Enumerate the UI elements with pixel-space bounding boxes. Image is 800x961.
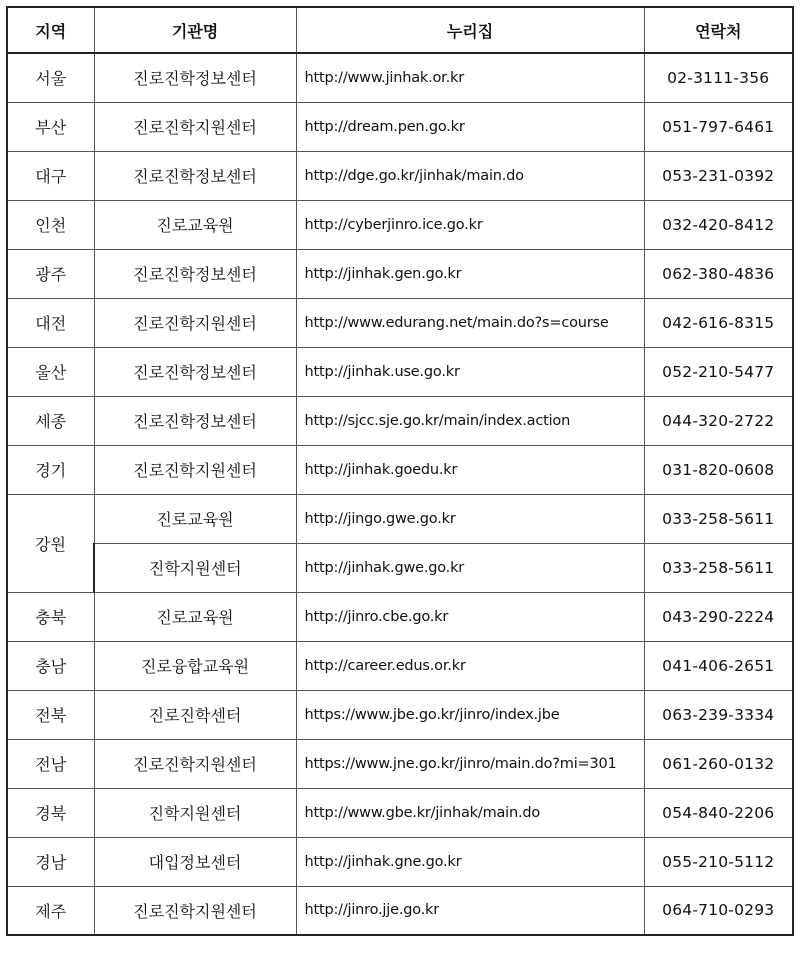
url-link[interactable]: http://www.edurang.net/main.do?s=course [296,298,644,347]
region-cell: 세종 [7,396,94,445]
phone-cell: 044-320-2722 [644,396,793,445]
region-cell: 충북 [7,592,94,641]
org-cell: 진로진학정보센터 [94,347,296,396]
org-cell: 진로교육원 [94,494,296,543]
org-cell: 진로진학지원센터 [94,298,296,347]
table-row [7,739,793,788]
table-row [7,788,793,837]
header-row [7,7,793,53]
url-link[interactable]: http://jinhak.gwe.go.kr [296,543,644,592]
org-cell: 진학지원센터 [94,788,296,837]
phone-cell: 054-840-2206 [644,788,793,837]
table-body [7,53,793,935]
org-cell: 진로진학센터 [94,690,296,739]
phone-cell: 051-797-6461 [644,102,793,151]
org-cell: 대입정보센터 [94,837,296,886]
org-cell: 진로교육원 [94,200,296,249]
url-link[interactable]: http://www.jinhak.or.kr [296,53,644,102]
url-link[interactable]: http://jinhak.goedu.kr [296,445,644,494]
table-row [7,592,793,641]
table-row [7,641,793,690]
url-link[interactable]: http://jinhak.gen.go.kr [296,249,644,298]
phone-cell: 02-3111-356 [644,53,793,102]
table-row [7,494,793,543]
url-link[interactable]: http://cyberjinro.ice.go.kr [296,200,644,249]
table-row [7,347,793,396]
table-row [7,445,793,494]
region-cell: 울산 [7,347,94,396]
region-cell: 부산 [7,102,94,151]
org-cell: 진로진학지원센터 [94,886,296,935]
region-cell: 전북 [7,690,94,739]
table-row [7,886,793,935]
phone-cell: 063-239-3334 [644,690,793,739]
phone-cell: 062-380-4836 [644,249,793,298]
phone-cell: 041-406-2651 [644,641,793,690]
phone-cell: 053-231-0392 [644,151,793,200]
org-cell: 진로융합교육원 [94,641,296,690]
url-link[interactable]: https://www.jbe.go.kr/jinro/index.jbe [296,690,644,739]
table-row [7,298,793,347]
phone-cell: 043-290-2224 [644,592,793,641]
table-header [7,7,793,53]
url-link[interactable]: http://sjcc.sje.go.kr/main/index.action [296,396,644,445]
header-region: 지역 [7,7,94,53]
org-cell: 진로진학지원센터 [94,739,296,788]
phone-cell: 042-616-8315 [644,298,793,347]
phone-cell: 052-210-5477 [644,347,793,396]
url-link[interactable]: http://dream.pen.go.kr [296,102,644,151]
phone-cell: 064-710-0293 [644,886,793,935]
table-row [7,53,793,102]
url-link[interactable]: http://jinhak.gne.go.kr [296,837,644,886]
org-cell: 진로진학정보센터 [94,249,296,298]
url-link[interactable]: https://www.jne.go.kr/jinro/main.do?mi=301 [296,739,644,788]
org-cell: 진로진학지원센터 [94,102,296,151]
url-link[interactable]: http://jingo.gwe.go.kr [296,494,644,543]
phone-cell: 031-820-0608 [644,445,793,494]
region-cell: 경기 [7,445,94,494]
url-link[interactable]: http://jinhak.use.go.kr [296,347,644,396]
phone-cell: 033-258-5611 [644,543,793,592]
phone-cell: 033-258-5611 [644,494,793,543]
region-cell: 서울 [7,53,94,102]
region-cell: 광주 [7,249,94,298]
career-centers-table [6,6,794,936]
org-cell: 진로교육원 [94,592,296,641]
header-url: 누리집 [296,7,644,53]
url-link[interactable]: http://jinro.cbe.go.kr [296,592,644,641]
region-cell: 인천 [7,200,94,249]
region-cell: 경남 [7,837,94,886]
region-cell: 전남 [7,739,94,788]
table-row [7,249,793,298]
table-row [7,102,793,151]
org-cell: 진로진학정보센터 [94,151,296,200]
region-cell: 대전 [7,298,94,347]
org-cell: 진로진학정보센터 [94,396,296,445]
region-cell: 충남 [7,641,94,690]
org-cell: 진학지원센터 [94,543,296,592]
region-cell: 경북 [7,788,94,837]
phone-cell: 061-260-0132 [644,739,793,788]
org-cell: 진로진학정보센터 [94,53,296,102]
header-phone: 연락처 [644,7,793,53]
table-row [7,200,793,249]
phone-cell: 032-420-8412 [644,200,793,249]
table-row [7,151,793,200]
region-cell: 대구 [7,151,94,200]
region-cell: 제주 [7,886,94,935]
table-row [7,543,793,592]
table-container [6,6,792,936]
url-link[interactable]: http://www.gbe.kr/jinhak/main.do [296,788,644,837]
header-org: 기관명 [94,7,296,53]
table-row [7,396,793,445]
url-link[interactable]: http://dge.go.kr/jinhak/main.do [296,151,644,200]
table-row [7,837,793,886]
table-row [7,690,793,739]
region-cell: 강원 [7,494,94,592]
url-link[interactable]: http://jinro.jje.go.kr [296,886,644,935]
phone-cell: 055-210-5112 [644,837,793,886]
org-cell: 진로진학지원센터 [94,445,296,494]
url-link[interactable]: http://career.edus.or.kr [296,641,644,690]
